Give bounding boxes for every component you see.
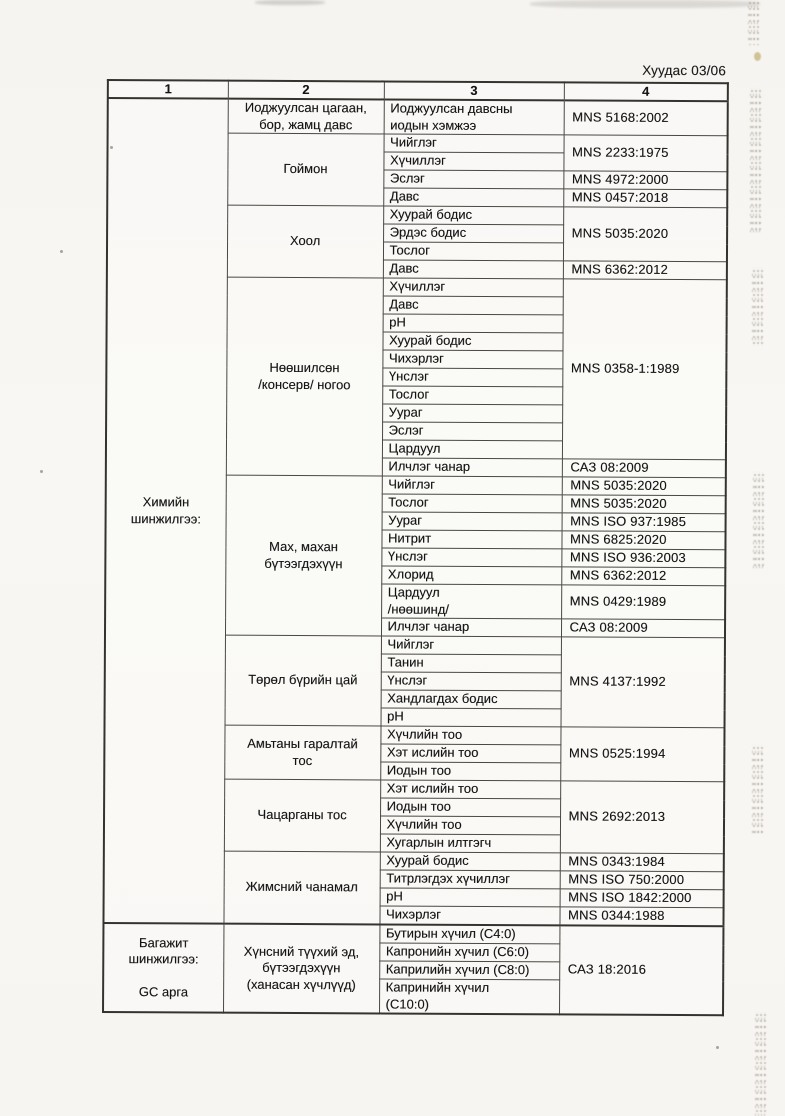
parameter-cell: Тослог	[382, 494, 562, 513]
standard-cell: MNS 0343:1984	[560, 853, 724, 872]
product-cell: Жимсний чанамал	[223, 851, 379, 924]
parameter-cell: pH	[380, 888, 560, 907]
parameter-cell: Илчлэг чанар	[381, 618, 561, 637]
parameter-cell: Иоджуулсан давсны иодын хэмжээ	[384, 99, 564, 134]
standard-cell: САЗ 18:2016	[559, 925, 723, 1015]
column-header: 3	[384, 81, 564, 100]
parameter-cell: Хүчлийн тоо	[380, 816, 560, 835]
scan-streak	[755, 1012, 766, 1116]
standard-cell: MNS 6362:2012	[563, 261, 727, 280]
scan-streak	[748, 0, 759, 45]
scan-streak	[752, 268, 763, 346]
parameter-cell: Хуурай бодис	[380, 852, 560, 871]
parameter-cell: Хүчиллэг	[383, 152, 563, 171]
parameter-cell: Үнслэг	[381, 672, 561, 691]
column-header: 1	[108, 80, 228, 99]
standard-cell: САЗ 08:2009	[562, 459, 726, 478]
product-cell: Хүнсний түүхий эд, бүтээгдэхүүн (ханасан хүчлүүд)	[223, 924, 379, 1014]
standard-cell: MNS 0525:1994	[560, 727, 724, 782]
parameter-cell: Уураг	[382, 512, 562, 531]
standard-cell: MNS 2233:1975	[563, 135, 727, 172]
standard-cell: MNS ISO 1842:2000	[560, 889, 724, 908]
parameter-cell: Үнслэг	[382, 368, 562, 387]
parameter-cell: Иодын тоо	[380, 798, 560, 817]
product-cell: Чацарганы тос	[224, 779, 380, 852]
parameter-cell: Хлорид	[381, 566, 561, 585]
standard-cell: MNS 5035:2020	[562, 495, 726, 514]
parameter-cell: Давс	[383, 188, 563, 207]
table-row	[103, 923, 723, 945]
parameter-cell: Чийглэг	[382, 476, 562, 495]
parameter-cell: Капринийн хүчил (C10:0)	[379, 979, 559, 1014]
parameter-cell: Тослог	[382, 386, 562, 405]
parameter-cell: Хуурай бодис	[382, 332, 562, 351]
parameter-cell: pH	[381, 708, 561, 727]
standard-cell: MNS ISO 750:2000	[560, 871, 724, 890]
standard-cell: САЗ 08:2009	[561, 619, 725, 638]
parameter-cell: Чихэрлэг	[382, 350, 562, 369]
parameter-cell: Цардуул /нөөшинд/	[381, 584, 561, 619]
scan-streak	[753, 472, 764, 570]
product-cell: Төрөл бүрийн цай	[225, 635, 381, 726]
parameter-cell: Цардуул	[382, 440, 562, 459]
standard-cell: MNS 0429:1989	[561, 585, 725, 620]
parameter-cell: Уураг	[382, 404, 562, 423]
category-cell: Химийн шинжилгээ:	[103, 98, 227, 924]
scan-smudge-top-right	[530, 0, 760, 8]
category-cell: Багажит шинжилгээ: GC арга	[103, 923, 223, 1013]
column-header: 2	[228, 81, 384, 100]
standard-cell: MNS 0344:1988	[559, 907, 723, 926]
parameter-cell: Эслэг	[383, 170, 563, 189]
parameter-cell: Танин	[381, 654, 561, 673]
standard-cell: MNS 5168:2002	[564, 100, 728, 135]
product-cell: Иоджуулсан цагаан, бор, жамц давс	[228, 99, 384, 134]
parameter-cell: Хэт ислийн тоо	[380, 744, 560, 763]
parameter-cell: Хэт ислийн тоо	[380, 780, 560, 799]
standards-table-body	[103, 98, 728, 1015]
parameter-cell: Илчлэг чанар	[382, 458, 562, 477]
product-cell: Хоол	[227, 205, 383, 278]
scan-speck	[716, 1046, 719, 1049]
scan-dot	[754, 52, 761, 61]
parameter-cell: Хандлагдах бодис	[381, 690, 561, 709]
parameter-cell: Давс	[383, 296, 563, 315]
scan-speck	[40, 470, 43, 473]
standard-cell: MNS 6825:2020	[561, 531, 725, 550]
product-cell: Мах, махан бүтээгдэхүүн	[225, 475, 382, 636]
standard-cell: MNS 5035:2020	[562, 477, 726, 496]
parameter-cell: Нитрит	[381, 530, 561, 549]
scan-smudge-top-left	[255, 0, 325, 5]
parameter-cell: Тослог	[383, 242, 563, 261]
document-content	[102, 60, 727, 1016]
parameter-cell: Хугарлын илтгэгч	[380, 834, 560, 853]
parameter-cell: Чихэрлэг	[379, 906, 559, 925]
scan-streak	[752, 745, 763, 833]
standard-cell: MNS 5035:2020	[563, 207, 727, 262]
parameter-cell: Эслэг	[382, 422, 562, 441]
parameter-cell: Иодын тоо	[380, 762, 560, 781]
standards-table	[102, 79, 729, 1016]
parameter-cell: Чийглэг	[381, 636, 561, 655]
parameter-cell: Хуурай бодис	[383, 206, 563, 225]
product-cell: Гоймон	[227, 133, 383, 206]
page-number: Хуудас 03/06	[642, 62, 726, 79]
standard-cell: MNS 4137:1992	[561, 637, 725, 728]
parameter-cell: Хүчлийн тоо	[380, 726, 560, 745]
standard-cell: MNS ISO 936:2003	[561, 549, 725, 568]
parameter-cell: Капронийн хүчил (C6:0)	[379, 943, 559, 962]
parameter-cell: Хүчиллэг	[383, 278, 563, 297]
standard-cell: MNS 2692:2013	[560, 781, 724, 854]
parameter-cell: Каприлийн хүчил (C8:0)	[379, 961, 559, 980]
parameter-cell: Үнслэг	[381, 548, 561, 567]
parameter-cell: pH	[383, 314, 563, 333]
standard-cell: MNS 0457:2018	[563, 189, 727, 208]
product-cell: Амьтаны гаралтай тос	[224, 725, 380, 780]
standard-cell: MNS ISO 937:1985	[562, 513, 726, 532]
scan-speck	[60, 250, 63, 253]
standard-cell: MNS 6362:2012	[561, 567, 725, 586]
column-header: 4	[564, 82, 728, 101]
parameter-cell: Давс	[383, 260, 563, 279]
product-cell: Нөөшилсөн /консерв/ ногоо	[226, 277, 383, 476]
table-row	[108, 98, 728, 136]
parameter-cell: Чийглэг	[384, 134, 564, 153]
parameter-cell: Бутирын хүчил (C4:0)	[379, 924, 559, 943]
standard-cell: MNS 4972:2000	[563, 171, 727, 190]
parameter-cell: Эрдэс бодис	[383, 224, 563, 243]
standard-cell: MNS 0358-1:1989	[562, 279, 727, 460]
scan-streak	[750, 88, 761, 233]
parameter-cell: Титрлэгдэх хүчиллэг	[380, 870, 560, 889]
